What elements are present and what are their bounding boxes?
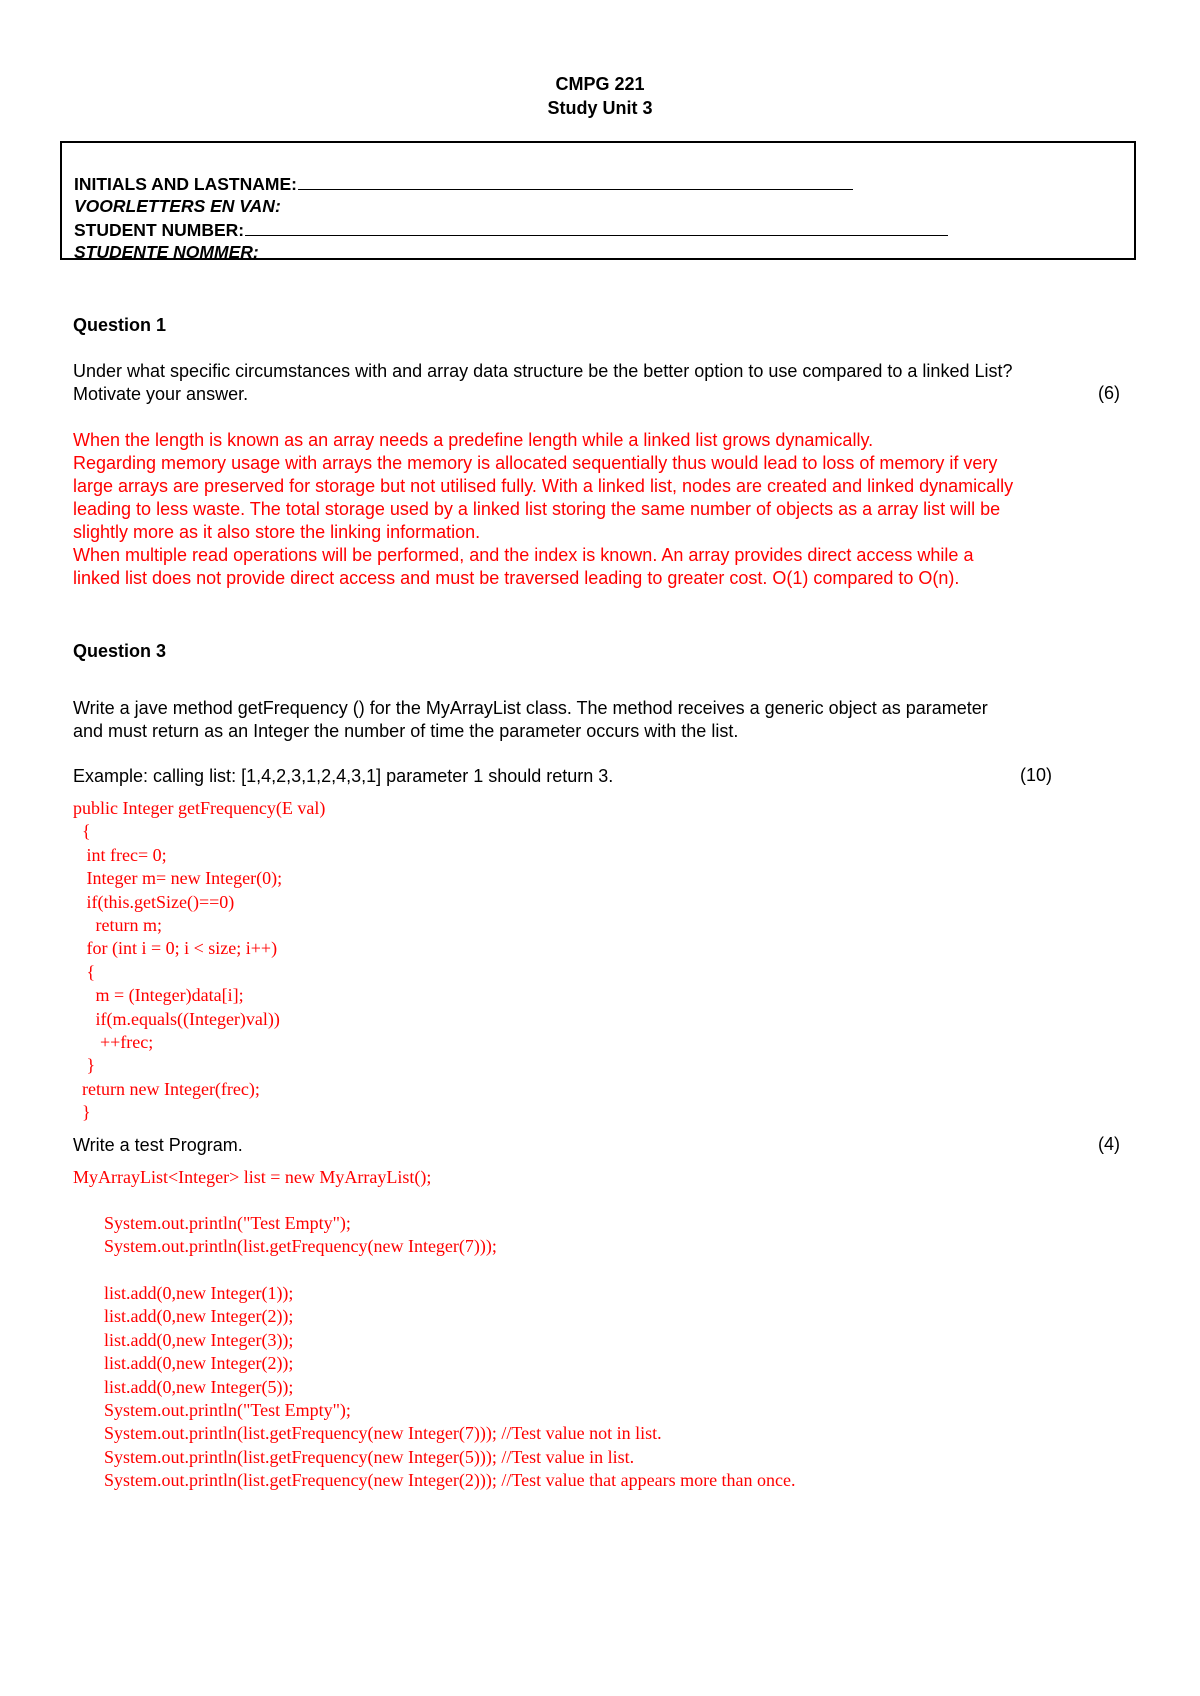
method-code-line: return new Integer(frec);	[73, 1078, 260, 1099]
method-code-line: public Integer getFrequency(E val)	[73, 798, 326, 818]
question-1-answer-line: Regarding memory usage with arrays the memory is allocated sequentially thus would lead to loss of memory if very	[73, 453, 998, 473]
student-number-label: STUDENT NUMBER:	[74, 220, 245, 240]
test-code-first-line: MyArrayList<Integer> list = new MyArrayList();	[73, 1167, 432, 1187]
test-code-line: System.out.println(list.getFrequency(new Integer(7)));	[104, 1236, 497, 1257]
studente-nommer-label: STUDENTE NOMMER:	[74, 242, 259, 262]
question-3-prompt-line: and must return as an Integer the number of time the parameter occurs with the list.	[73, 721, 739, 741]
test-code-line: System.out.println("Test Empty");	[104, 1213, 351, 1233]
question-1-answer-line: linked list does not provide direct access and must be traversed leading to greater cost. O(1) compared to O(n).	[73, 568, 960, 588]
question-1-prompt-line: Motivate your answer.	[73, 384, 249, 404]
voorletters-label: VOORLETTERS EN VAN:	[74, 196, 281, 216]
student-number-row	[74, 219, 948, 241]
test-code-line: list.add(0,new Integer(1));	[104, 1283, 294, 1303]
method-code-line: if(this.getSize()==0)	[73, 891, 235, 912]
initials-lastname-blank	[298, 173, 853, 190]
method-code-line: if(m.equals((Integer)val))	[73, 1008, 280, 1029]
question-1-answer-line: When multiple read operations will be performed, and the index is known. An array provides direct access while a	[73, 545, 974, 565]
method-code-block	[73, 797, 325, 1125]
test-code-block-1	[104, 1212, 497, 1259]
test-code-line: System.out.println("Test Empty");	[104, 1400, 351, 1421]
question-1-answer-line: slightly more as it also store the linking information.	[73, 522, 481, 542]
study-unit-title: Study Unit 3	[547, 98, 653, 118]
method-code-line: {	[73, 821, 91, 842]
course-code: CMPG 221	[555, 74, 645, 94]
test-code-line: list.add(0,new Integer(3));	[104, 1329, 294, 1350]
method-code-line: return m;	[73, 915, 162, 936]
question-3-example: Example: calling list: [1,4,2,3,1,2,4,3,1] parameter 1 should return 3.	[73, 766, 614, 786]
test-code-line: list.add(0,new Integer(2));	[104, 1306, 294, 1327]
question-3-example-marks: (10)	[1020, 765, 1053, 785]
method-code-line: ++frec;	[73, 1032, 154, 1053]
test-code-line: System.out.println(list.getFrequency(new Integer(5))); //Test value in list.	[104, 1446, 635, 1467]
test-program-marks: (4)	[1098, 1134, 1120, 1154]
question-1-prompt-line: Under what specific circumstances with and array data structure be the better option to use compared to a linked List?	[73, 361, 1013, 381]
test-code-line: System.out.println(list.getFrequency(new Integer(2))); //Test value that appears more than once.	[104, 1470, 796, 1491]
question-3-prompt-line: Write a jave method getFrequency () for the MyArrayList class. The method receives a generic object as parameter	[73, 698, 988, 718]
question-1-answer-line: leading to less waste. The total storage used by a linked list storing the same number of objects as a array list will be	[73, 499, 1001, 519]
question-1-marks: (6)	[1098, 383, 1120, 403]
method-code-line: }	[73, 1102, 91, 1123]
method-code-line: {	[73, 961, 96, 982]
question-1-answer-line: large arrays are preserved for storage but not utilised fully. With a linked list, nodes are created and linked dynamically	[73, 476, 1014, 496]
method-code-line: }	[73, 1055, 96, 1076]
student-number-blank	[245, 219, 948, 236]
method-code-line: int frec= 0;	[73, 844, 167, 865]
question-3-title: Question 3	[73, 641, 167, 661]
test-code-line: list.add(0,new Integer(2));	[104, 1353, 294, 1374]
method-code-line: Integer m= new Integer(0);	[73, 868, 283, 889]
method-code-line: for (int i = 0; i < size; i++)	[73, 938, 278, 959]
test-program-prompt: Write a test Program.	[73, 1135, 243, 1155]
question-1-title: Question 1	[73, 315, 167, 335]
question-1-answer-line: When the length is known as an array needs a predefine length while a linked list grows dynamically.	[73, 430, 874, 450]
initials-lastname-label: INITIALS AND LASTNAME:	[74, 174, 297, 194]
method-code-line: m = (Integer)data[i];	[73, 985, 244, 1006]
test-code-line: list.add(0,new Integer(5));	[104, 1376, 294, 1397]
initials-lastname-row	[74, 173, 853, 195]
test-code-line: System.out.println(list.getFrequency(new Integer(7))); //Test value not in list.	[104, 1423, 662, 1444]
test-code-block-2	[104, 1282, 796, 1493]
student-info-box	[60, 141, 1136, 260]
